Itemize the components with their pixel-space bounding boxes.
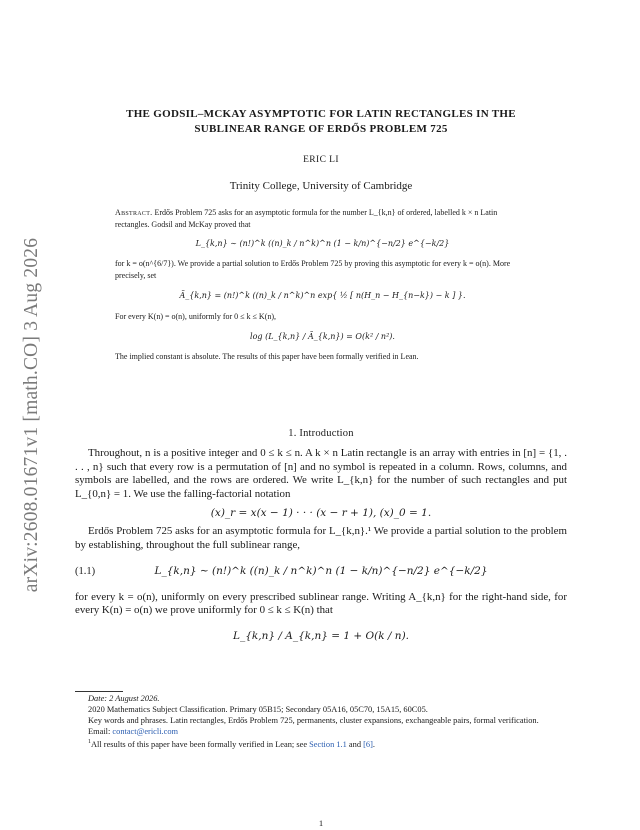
section-heading-introduction: 1. Introduction xyxy=(288,428,354,439)
intro-paragraph-3: for every k = o(n), uniformly on every prescribed sublinear range. Writing A_{k,n} for the right-hand side, for every K(n) = o(n) we prove uniformly for 0 ≤ k ≤ K(n) that xyxy=(75,590,567,617)
abstract-eq3-text: log (L_{k,n} / Ã_{k,n}) = O(k² / n²). xyxy=(250,331,395,341)
abstract xyxy=(115,207,530,362)
falling-factorial-text: (x)_r = x(x − 1) · · · (x − r + 1), (x)_0 = 1. xyxy=(210,506,432,519)
arxiv-identifier-stamp xyxy=(20,150,44,680)
footnote-date: Date: 2 August 2026. xyxy=(88,694,160,703)
footnote-rule xyxy=(75,691,123,692)
title-line-1: THE GODSIL–MCKAY ASYMPTOTIC FOR LATIN RECTANGLES IN THE xyxy=(126,108,516,120)
abstract-equation-3 xyxy=(115,323,530,351)
author-affiliation: Trinity College, University of Cambridge xyxy=(229,180,413,192)
abstract-para-3: For every K(n) = o(n), uniformly for 0 ≤ k ≤ K(n), xyxy=(115,312,277,321)
footnote-msc: 2020 Mathematics Subject Classification. Primary 05B15; Secondary 05A16, 05C70, 15A15, 60C05. xyxy=(88,705,428,714)
footnote-keywords: Key words and phrases. Latin rectangles, Erdős Problem 725, permanents, cluster expansions, exchangeable pairs, formal verification. xyxy=(88,716,539,725)
falling-factorial-equation xyxy=(75,501,567,525)
abstract-label: Abstract. xyxy=(115,208,153,217)
abstract-text-1: Erdős Problem 725 asks for an asymptotic formula for the number L_{k,n} of ordered, labelled k × n Latin rectangles. Godsil and McKay proved that xyxy=(115,208,498,229)
paper-page xyxy=(75,0,567,829)
section-1-1-link[interactable]: Section 1.1 xyxy=(309,739,347,749)
abstract-equation-1 xyxy=(115,230,530,258)
abstract-para-1 xyxy=(115,207,530,230)
email-link[interactable]: contact@ericli.com xyxy=(112,727,179,736)
title-line-2: SUBLINEAR RANGE OF ERDŐS PROBLEM 725 xyxy=(194,123,448,135)
main-equation-text: L_{k,n} ∼ (n!)^k ((n)_k / n^k)^n (1 − k/n)^{−n/2} e^{−k/2} xyxy=(154,564,488,577)
abstract-equation-2 xyxy=(115,281,530,311)
footnotes xyxy=(75,693,567,750)
page-number: 1 xyxy=(318,818,324,828)
abstract-eq1-text: L_{k,n} ∼ (n!)^k ((n)_k / n^k)^n (1 − k/n)^{−n/2} e^{−k/2} xyxy=(195,239,450,249)
abstract-para-2: for k = o(n^{6/7}). We provide a partial solution to Erdős Problem 725 by proving this asymptotic for every k = o(n). More precisely, set xyxy=(115,259,511,280)
ratio-equation xyxy=(75,618,567,656)
abstract-para-4: The implied constant is absolute. The results of this paper have been formally verified in Lean. xyxy=(115,351,419,361)
paper-title xyxy=(75,107,567,137)
arxiv-identifier-text: arXiv:2608.01671v1 [math.CO] 3 Aug 2026 xyxy=(21,237,42,593)
equation-number: (1.1) xyxy=(75,565,96,577)
intro-paragraph-1: Throughout, n is a positive integer and 0 ≤ k ≤ n. A k × n Latin rectangle is an array with entries in [n] = {1, . . . , n} such that every row is a permutation of [n] and no symbol is repeated in a column. Rows, columns, and symbols are labelled, and the rows are ordered. We write L_{k,n} for the number of such rectangles and put L_{0,n} = 1. We use the falling-factorial notation xyxy=(75,447,567,500)
ratio-equation-text: L_{k,n} / A_{k,n} = 1 + O(k / n). xyxy=(232,629,410,642)
footnote-email: Email: contact@ericli.com xyxy=(88,727,179,736)
intro-paragraph-2-text: Erdős Problem 725 asks for an asymptotic formula for L_{k,n}.¹ We provide a partial solution to the problem by establishing, throughout the full sublinear range, xyxy=(75,525,567,551)
abstract-eq2-text: Ã_{k,n} = (n!)^k ((n)_k / n^k)^n exp{ ½ [ n(H_n − H_{n−k}) − k ] }. xyxy=(179,291,466,301)
citation-6-link[interactable]: [6] xyxy=(363,739,373,749)
intro-paragraph-2 xyxy=(75,525,567,552)
footnote-1: $^1$All results of this paper have been formally verified in Lean; see Section 1.1 and [6]. xyxy=(88,739,375,749)
introduction-body xyxy=(75,447,567,656)
author-name: ERIC LI xyxy=(303,155,339,165)
main-equation-1-1 xyxy=(75,553,567,591)
